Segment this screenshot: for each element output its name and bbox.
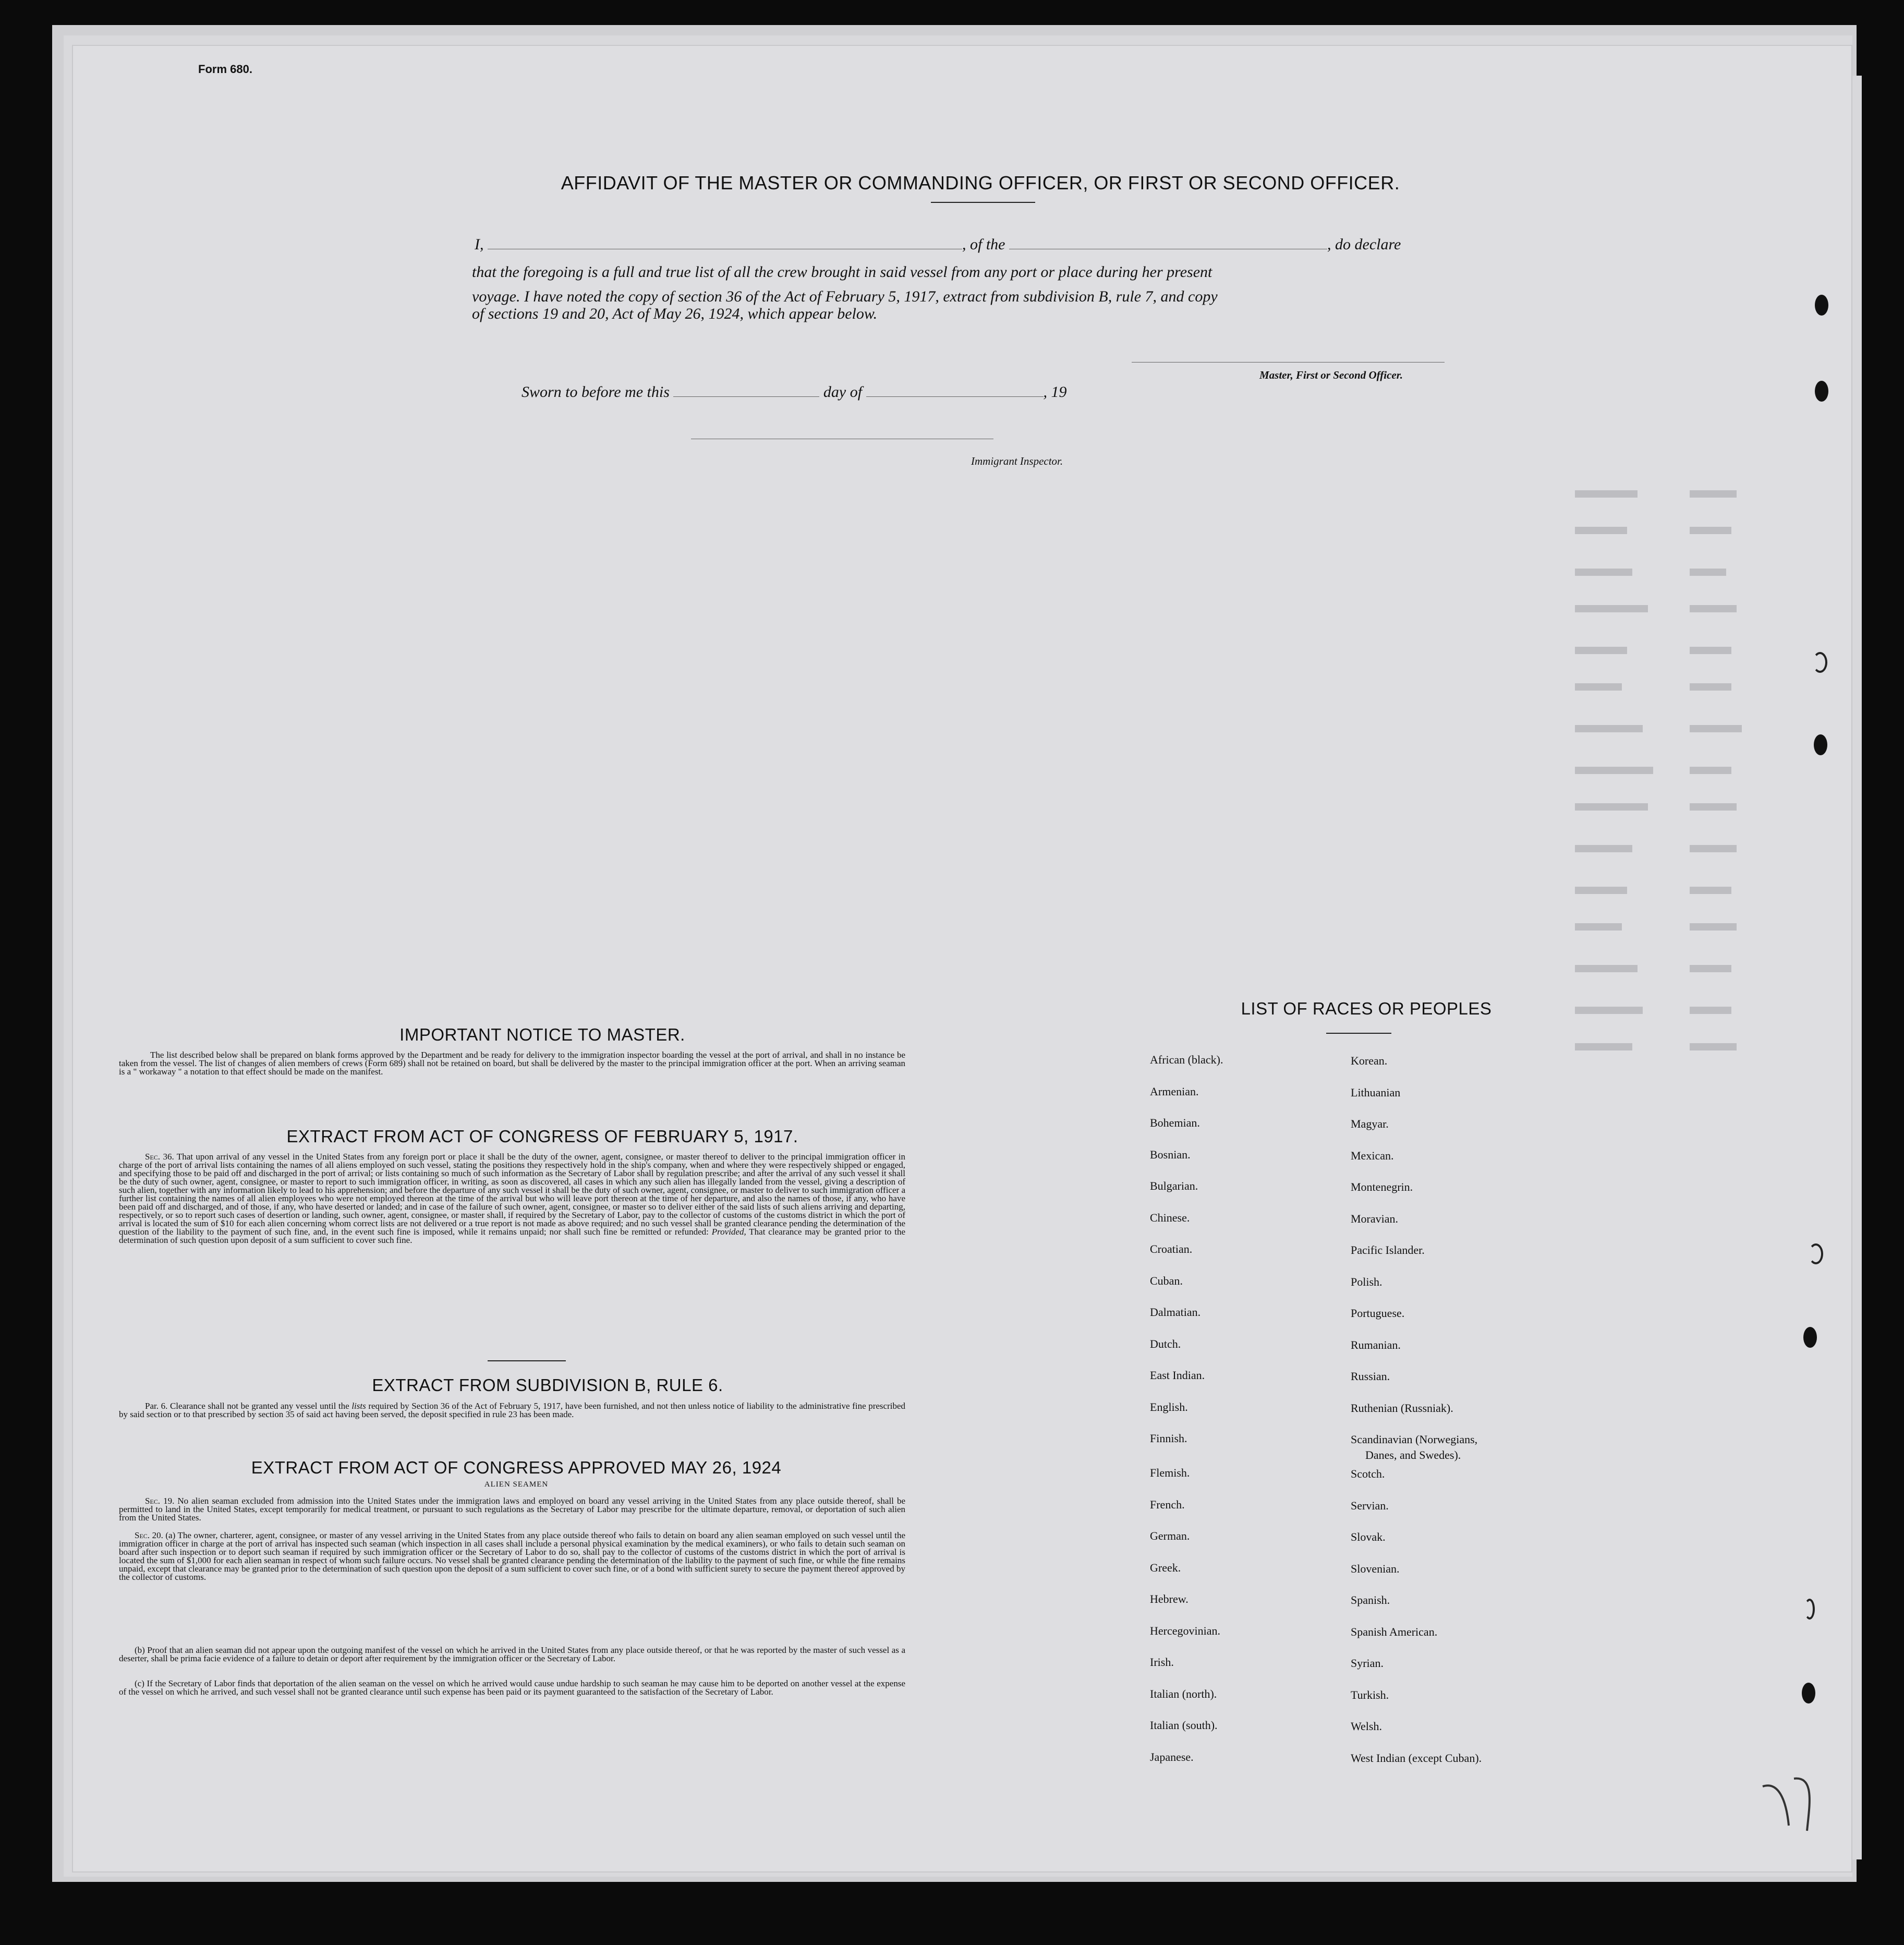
race-item: Lithuanian [1351,1085,1401,1099]
punch-hole [1815,381,1828,402]
race-item: Russian. [1351,1370,1390,1383]
race-item: Irish. [1150,1656,1174,1669]
punch-hole [1802,1683,1815,1704]
race-item: Spanish. [1351,1593,1390,1606]
race-item: Croatian. [1150,1242,1193,1255]
sec20a-body: (a) The owner, charterer, agent, consignee, or master of any vessel arriving in the United States from any place outside thereof who fails to detain on board any alien seaman employed on such vessel until the immigration officer in charge at the port of arrival has inspected such seaman (which inspection in all cases shall include a personal physical examination by the medical examiners), or who fails to detain such seaman on board after such inspection or to deport such seaman if required by such immigration officer or the Secretary of Labor to do so, shall pay to the collector of customs of the customs district in which the port of arrival is located the sum of $1,000 for each alien seaman in respect of whom such failure occurs. No vessel shall be granted clearance pending the determination of the liability to the payment of such fine, or while the fine remains unpaid, except that clearance may be granted prior to the determination of such question upon the deposit of a sum sufficient to cover such fine, or of a bond with sufficient surety to secure the payment thereof approved by the collector of customs. [119,1530,905,1582]
rule6-heading: EXTRACT FROM SUBDIVISION B, RULE 6. [372,1375,723,1395]
race-item: Dalmatian. [1150,1306,1201,1319]
races-heading-rule [1326,1033,1391,1034]
sec36-body: That upon arrival of any vessel in the United States from any foreign port or place it shall be the duty of the owner, agent, consignee, or master thereof to deliver to the principal immigration officer in charge of the port of arrival lists containing the names of all aliens employed on such vessel, stating the positions they respectively hold in the ship's company, when and where they were respectively shipped or engaged, and specifying those to be paid off and discharged in the port of arrival; or lists containing so much of such information as the Secretary of Labor shall by regulation prescribe; and after the arrival of any such vessel it shall be the duty of such owner, agent, consignee, or master to report to such immigration officer, in writing, as soon as discovered, all cases in which any such alien has illegally landed from the vessel, giving a description of such alien, together with any information likely to lead to his apprehension; and before the departure of any such vessel it shall be the duty of such owner, agent, consignee, or master to deliver to such immigration officer a further list containing the names of all alien employees who were not employed thereon at the time of the arrival but who will leave port thereon at the time of her departure, and also the names of those, if any, who have been paid off and discharged, and of those, if any, who have deserted or landed; and in case of the failure of such owner, agent, consignee, or master so to deliver either of the said lists of such aliens arriving and departing, respectively, or so to report such cases of desertion or landing, such owner, agent, consignee, or master shall, if required by the Secretary of Labor, pay to the collector of customs of the customs district in which the port of arrival is located the sum of $10 for each alien concerning whom correct lists are not delivered or a true report is not made as above required; and no such vessel shall be granted clearance pending the determination of the question of the liability to the payment of such fine, and, in the event such fine is imposed, while it remains unpaid; nor shall such fine be remitted or refunded: [119,1152,905,1237]
race-item: East Indian. [1150,1369,1205,1382]
rule6-text [119,1402,905,1419]
extract-1917-text [119,1153,905,1245]
affidavit-line4: of sections 19 and 20, Act of May 26, 1924, which appear below. [472,305,878,322]
par6-text-b: required by Section 36 of the Act of February 5, 1917, have been furnished, and not then unless notice of liability to the administrative fine prescribed by said section or to that prescribed by section 35 of said act having been served, the deposit specified in rule 23 has been made. [119,1401,906,1419]
race-item: German. [1150,1529,1190,1542]
race-item: Pacific Islander. [1351,1243,1425,1257]
affidavit-i-label: I, [475,236,484,253]
race-item: West Indian (except Cuban). [1351,1751,1482,1765]
year-label: , 19 [1043,383,1067,401]
race-item: Portuguese. [1351,1307,1405,1320]
race-item: Polish. [1351,1275,1382,1288]
race-item: Montenegrin. [1351,1180,1413,1193]
sworn-day-field[interactable] [673,396,819,397]
bleed-through-graphic [1565,156,1846,1565]
race-item: Flemish. [1150,1466,1190,1479]
race-item: Armenian. [1150,1084,1199,1098]
declarant-name-field[interactable] [488,248,962,249]
race-item: Finnish. [1150,1432,1187,1445]
day-of-label: day of [823,383,863,401]
race-item: Magyar. [1351,1117,1389,1130]
race-item: English. [1150,1400,1188,1414]
affidavit-declare-label: , do declare [1327,236,1401,253]
race-item: African (black). [1150,1053,1223,1066]
section-divider [488,1360,566,1361]
notice-heading: IMPORTANT NOTICE TO MASTER. [399,1025,685,1044]
race-item: Korean. [1351,1054,1388,1067]
sworn-month-field[interactable] [866,396,1044,397]
par6-text-a: Clearance shall not be granted any vessel until the [169,1401,349,1411]
race-item: Scotch. [1351,1467,1385,1480]
affidavit-line2: that the foregoing is a full and true list of all the crew brought in said vessel from any port or place during her present [472,263,1212,281]
affidavit-of-label: , of the [962,236,1005,253]
race-item: Mexican. [1351,1149,1394,1162]
punch-hole [1809,1243,1823,1264]
race-item: Japanese. [1150,1750,1194,1763]
sec19-text [119,1497,905,1522]
inspector-signature-line[interactable] [691,438,993,439]
sec19-label: Sec. 19. [145,1496,175,1506]
sec36-provided: Provided, [711,1227,746,1237]
vessel-name-field[interactable] [1009,248,1327,249]
race-item: Hebrew. [1150,1592,1189,1605]
race-item: Syrian. [1351,1657,1384,1670]
extract-1924-heading: EXTRACT FROM ACT OF CONGRESS APPROVED MAY 26, 1924 [251,1458,782,1477]
bleed-through-marks [1565,156,1846,1565]
races-left-column [1150,1054,1338,1782]
extract-1917-heading: EXTRACT FROM ACT OF CONGRESS OF FEBRUARY 5, 1917. [286,1127,798,1146]
par6-label: Par. 6. [145,1401,168,1411]
sec20a-text [119,1531,905,1581]
race-item: Ruthenian (Russniak). [1351,1401,1453,1415]
affidavit-line3: voyage. I have noted the copy of section 36 of the Act of February 5, 1917, extract from subdivision B, rule 7, and copy [472,288,1218,305]
race-item: Cuban. [1150,1274,1183,1287]
sworn-label: Sworn to before me this [522,383,670,401]
race-item: Scandinavian (Norwegians, [1351,1433,1478,1446]
notice-text: The list described below shall be prepared on blank forms approved by the Department and be ready for delivery to the immigration inspector boarding the vessel at the port of arrival, and shall in no instance be taken from the vessel. The list of changes of alien members of crews (Form 689) shall not be retained on board, but shall be delivered by the master to the principal immigration officer at the port. When an arriving seaman is a " workaway " a notation to that effect should be made on the manifest. [119,1050,905,1077]
affidavit-line1 [475,236,1486,253]
race-item: Slovenian. [1351,1562,1400,1575]
race-item: Welsh. [1351,1720,1382,1733]
race-item: Turkish. [1351,1688,1389,1701]
punch-hole [1804,1599,1815,1620]
race-item: Spanish American. [1351,1625,1438,1638]
race-item: Bohemian. [1150,1116,1200,1129]
race-item: Italian (south). [1150,1719,1218,1732]
race-item: Italian (north). [1150,1687,1217,1700]
form-number: Form 680. [198,63,252,76]
punch-hole [1813,652,1827,673]
par6-lists: lists [351,1401,366,1411]
affidavit-heading-rule [931,202,1035,203]
alien-seamen-subheading: ALIEN SEAMEN [484,1480,549,1489]
sec20-label: Sec. 20. [135,1530,163,1540]
master-signature-label: Master, First or Second Officer. [1259,369,1403,381]
sec19-body: No alien seaman excluded from admission into the United States under the immigration laws and employed on board any vessel arriving in the United States from any place outside thereof, shall be permitted to land in the United States, except temporarily for medical treatment, or pursuant to such regulations as the Secretary of Labor may prescribe for the ultimate departure, removal, or deportation of such alien from the United States. [119,1496,906,1523]
race-item: Rumanian. [1351,1338,1401,1351]
race-item: Danes, and Swedes). [1365,1448,1461,1461]
race-item: Chinese. [1150,1211,1190,1224]
punch-hole [1803,1327,1817,1348]
sworn-line [522,383,1067,401]
punch-hole [1814,734,1827,755]
race-item: Slovak. [1351,1530,1386,1543]
sec36-label: Sec. 36. [145,1152,174,1162]
punch-hole [1815,295,1828,316]
races-heading: LIST OF RACES OR PEOPLES [1241,999,1492,1018]
race-item: Hercegovinian. [1150,1624,1220,1637]
inspector-signature-label: Immigrant Inspector. [971,455,1063,467]
master-signature-line[interactable] [1132,361,1445,363]
race-item: Servian. [1351,1499,1389,1512]
race-item: French. [1150,1497,1185,1511]
race-item: Dutch. [1150,1337,1181,1350]
sec20b-text: (b) Proof that an alien seaman did not appear upon the outgoing manifest of the vessel on which he arrived in the United States from any place outside thereof, or that he was reported by the master of such vessel as a deserter, shall be prima facie evidence of a failure to detain or deport after requirement by the immigration officer or the Secretary of Labor. [119,1645,905,1663]
race-item: Moravian. [1351,1212,1399,1225]
sec20c-text: (c) If the Secretary of Labor finds that deportation of the alien seaman on the vessel on which he arrived would cause undue hardship to such seaman he may cause him to be deported on another vessel at the expense of the vessel on which he arrived, and such vessel shall not be granted clearance until such expense has been paid or its payment guaranteed to the satisfaction of the Secretary of Labor. [119,1678,905,1697]
affidavit-heading: AFFIDAVIT OF THE MASTER OR COMMANDING OFFICER, OR FIRST OR SECOND OFFICER. [561,172,1400,194]
race-item: Greek. [1150,1561,1181,1574]
races-right-column [1351,1055,1570,1783]
handwritten-mark [1757,1768,1830,1841]
race-item: Bosnian. [1150,1147,1191,1161]
race-item: Bulgarian. [1150,1179,1198,1192]
sec36-end: That clearance may be granted prior to the determination of such question upon deposit of a sum sufficient to cover such fine. [119,1227,905,1245]
